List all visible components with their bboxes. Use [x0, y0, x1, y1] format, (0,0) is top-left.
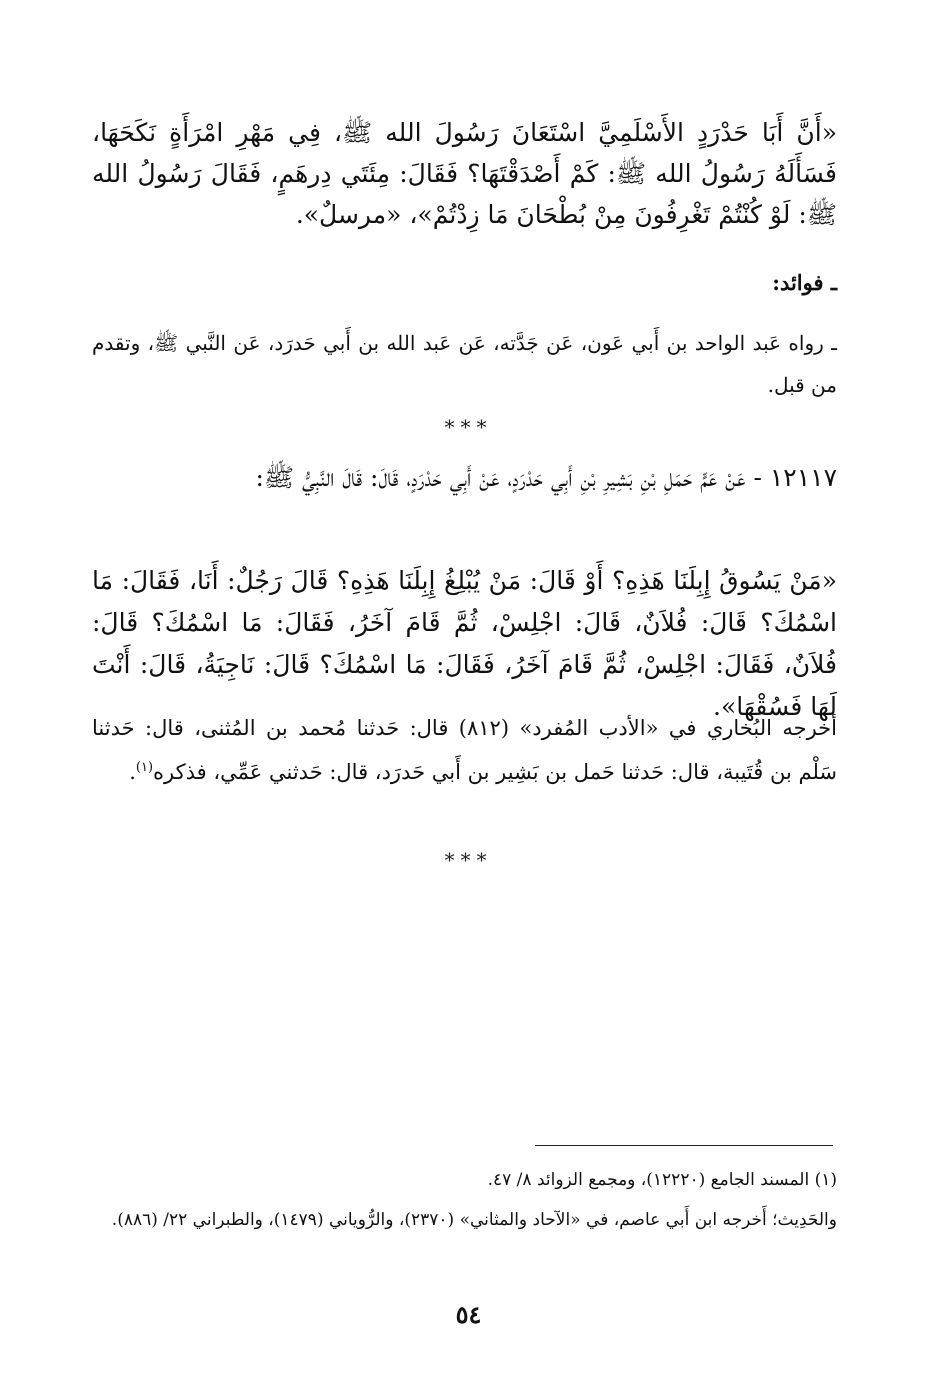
footnote-divider — [535, 1145, 833, 1146]
separator-stars: *** — [444, 415, 493, 439]
footnote-1: (١) المسند الجامع (١٢٢٢٠)، ومجمع الزوائد ٨/ ٤٧. — [487, 1170, 837, 1190]
separator-stars: *** — [444, 848, 493, 872]
page-number: ٥٤ — [455, 1300, 482, 1329]
hadith-1-text: «أَنَّ أَبَا حَدْرَدٍ الأَسْلَمِيَّ اسْتَعَانَ رَسُولَ الله ﷺ، فِي مَهْرِ امْرَأَةٍ نَكَحَهَا، فَسَأَلَهُ رَسُولُ الله ﷺ: كَمْ أَصْدَقْتَهَا؟ فَقَالَ: مِئَتَي دِرهَمٍ، فَقَالَ رَسُولُ الله ﷺ: لَوْ كُنْتُمْ تَغْرِفُونَ مِنْ بُطْحَانَ مَا زِدْتُمْ»، «مرسلٌ». — [92, 118, 837, 229]
fawaid-note: ـ رواه عَبد الواحد بن أَبي عَون، عَن جَدَّته، عَن عَبد الله بن أَبي حَدرَد، عَن النَّبي ﷺ، وتقدم من قبل. — [92, 331, 837, 397]
hadith-2-takhrij — [92, 708, 837, 792]
takhrij-end: . — [129, 760, 136, 784]
footnote-marker[interactable]: (١) — [135, 760, 154, 775]
hadith-2-text: «مَنْ يَسُوقُ إِبِلَنَا هَذِهِ؟ أَوْ قَالَ: مَنْ يُبْلِغُ إِبِلَنَا هَذِهِ؟ قَالَ رَجُلٌ: أَنَا، فَقَالَ: مَا اسْمُكَ؟ قَالَ: فُلاَنٌ، قَالَ: اجْلِسْ، ثُمَّ قَامَ آخَرُ، فَقَالَ: مَا اسْمُكَ؟ قَالَ: فُلاَنٌ، فَقَالَ: اجْلِسْ، ثُمَّ قَامَ آخَرُ، فَقَالَ: مَا اسْمُكَ؟ قَالَ: نَاجِيَةُ، قَالَ: أَنْتَ لَهَا فَسُقْهَا». — [92, 566, 837, 721]
takhrij-text: أخرجه البُخاري في «الأدب المُفرد» (٨١٢) قال: حَدثنا مُحمد بن المُثنى، قال: حَدثنا سَلْم بن قُتَيبة، قال: حَدثنا حَمل بن بَشِير بن أَبي حَدرَد، قال: حَدثني عَمِّي، فذكره — [92, 716, 838, 784]
hadith-2-header: ١٢١١٧ - عَنْ عَمٍّ حَمَلِ بْنِ بَشِيرِ بْنِ أَبِي حَدْرَدٍ، عَنْ أَبِي حَدْرَدٍ، قَالَ: قَالَ النَّبِيُّ ﷺ: — [255, 463, 837, 492]
fawaid-heading: ـ فوائد: — [772, 270, 837, 295]
footnote-2: والحَدِيث؛ أَخرجه ابن أَبي عاصم، في «الآحاد والمثاني» (٢٣٧٠)، والرُّوياني (١٤٧٩)، والطبراني ٢٢/ (٨٨٦). — [111, 1210, 837, 1230]
